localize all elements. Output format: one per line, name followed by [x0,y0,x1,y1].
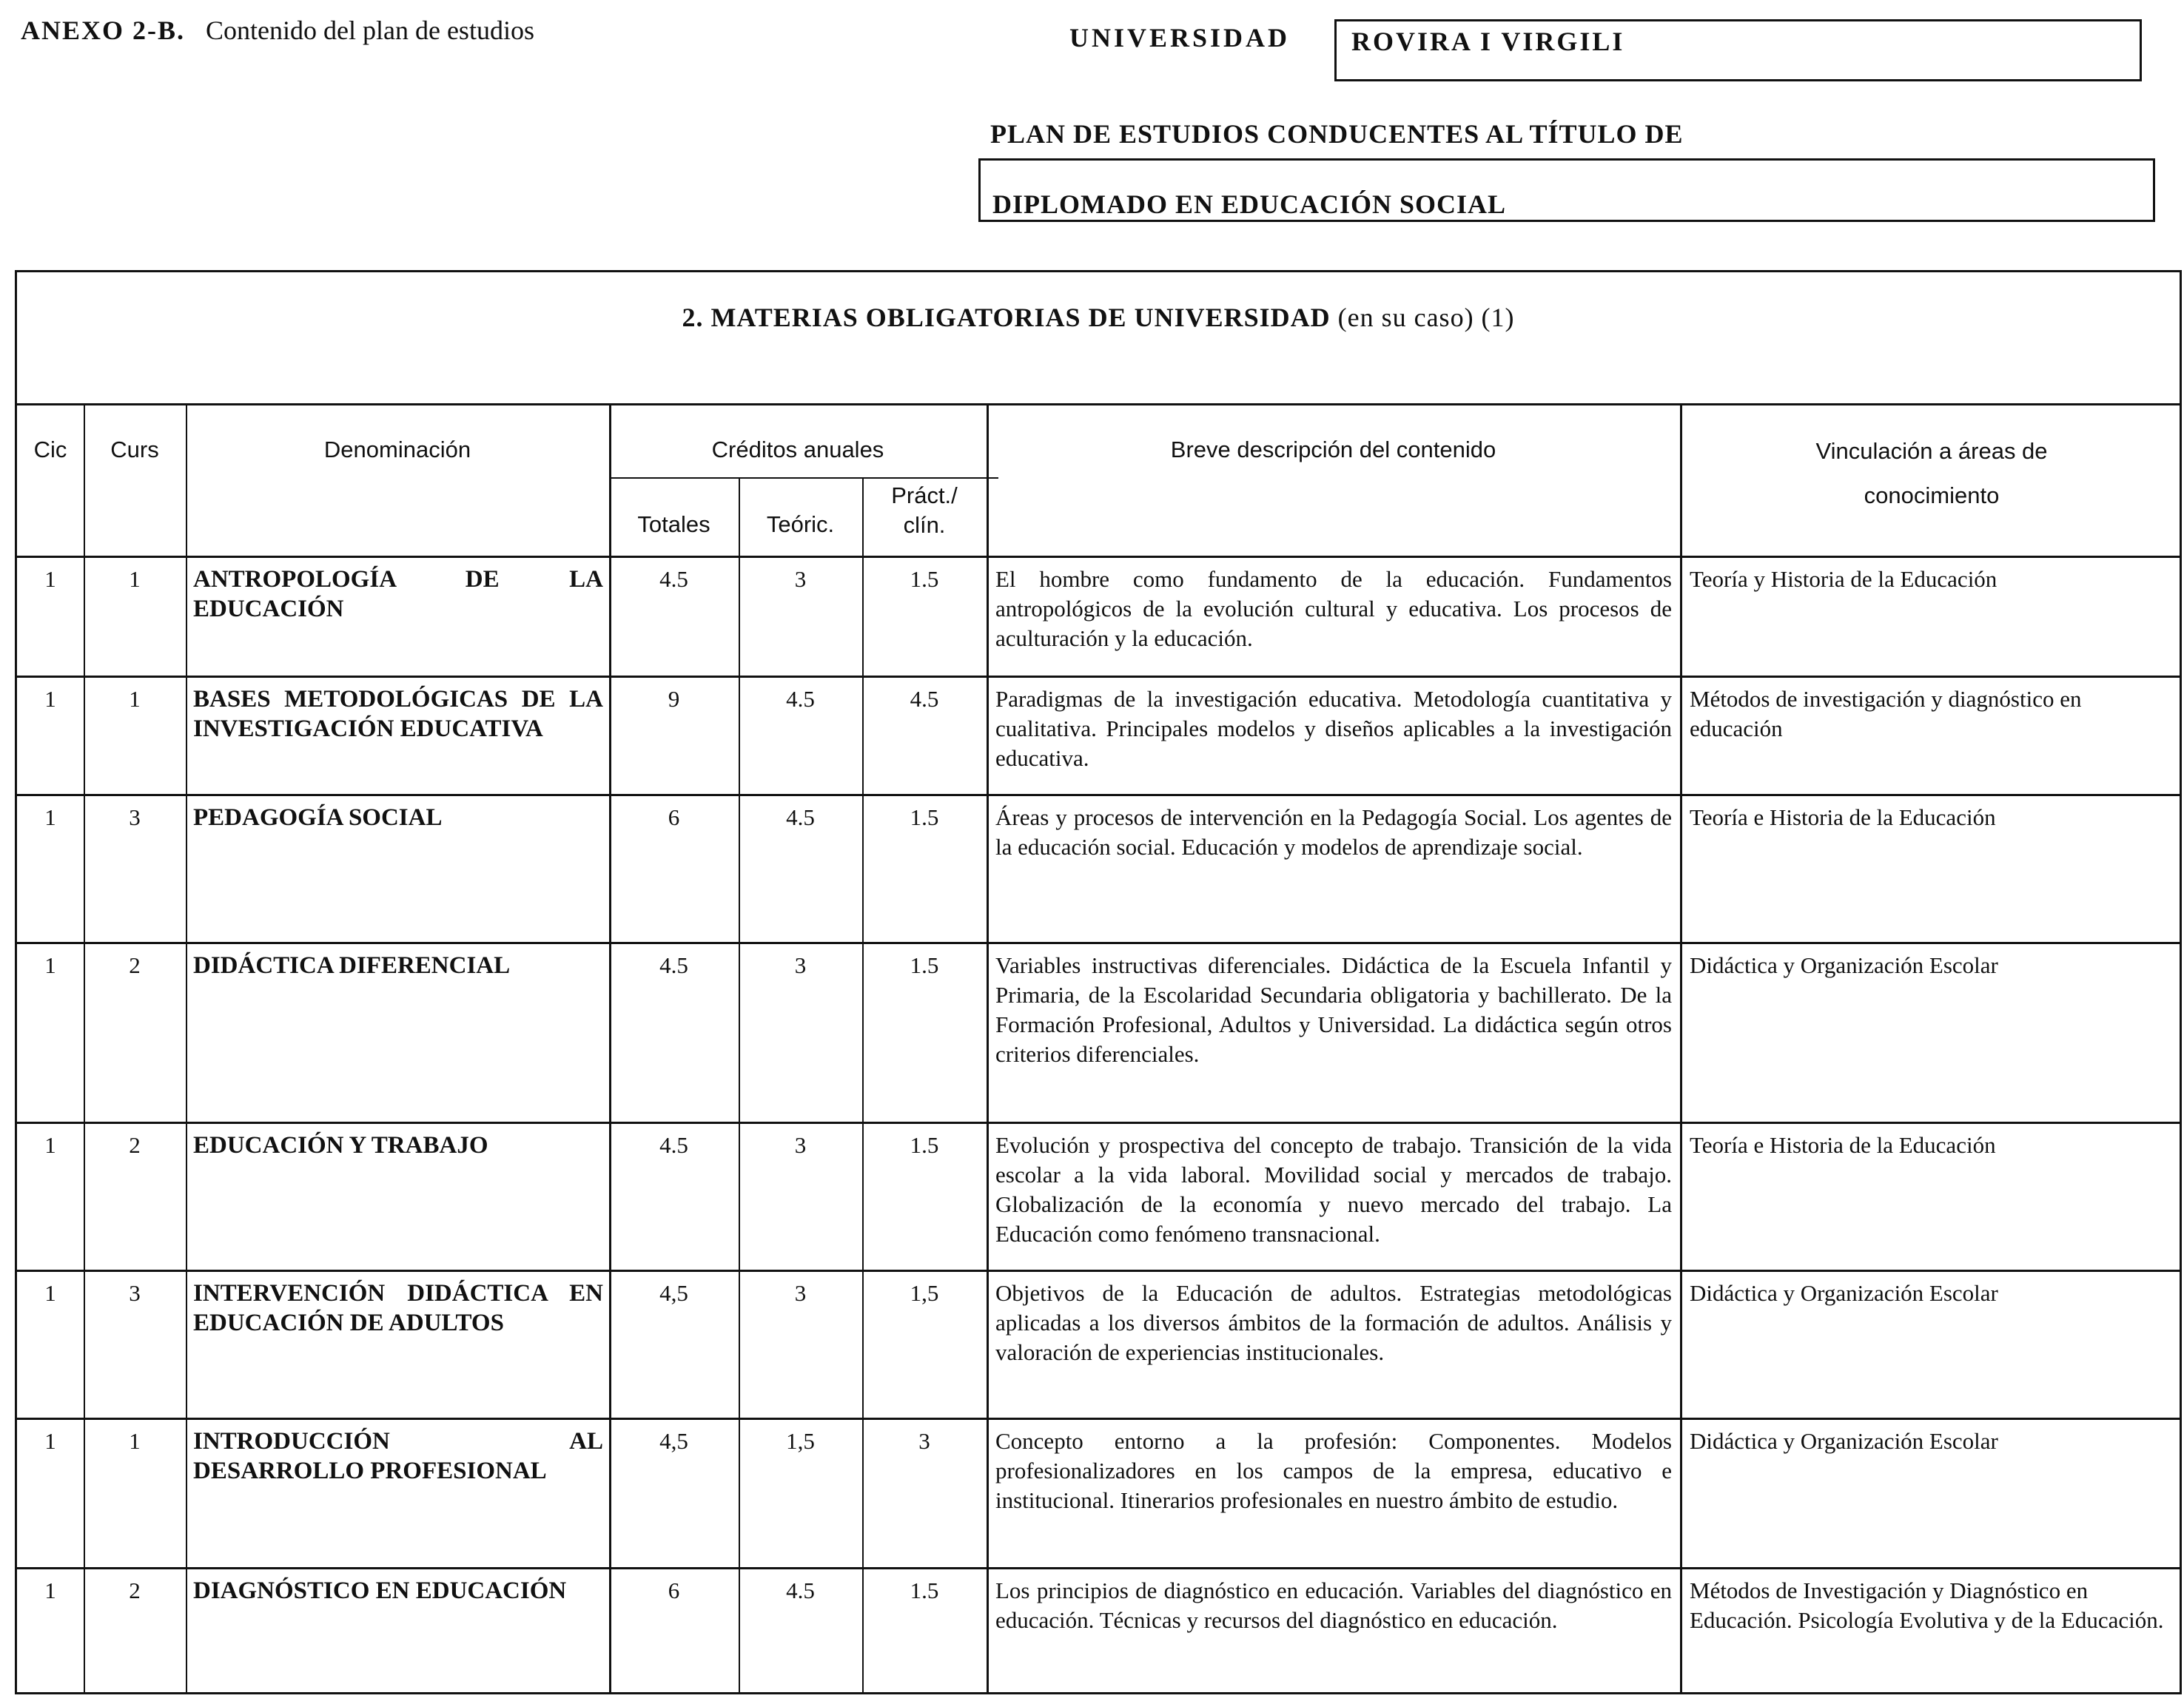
cell-name: INTERVENCIÓN DIDÁCTICA EN EDUCACIÓN DE ADULTOS [193,1280,603,1336]
cell-name: DIAGNÓSTICO EN EDUCACIÓN [193,1577,567,1604]
col-header-vinc-1: Vinculación a áreas de [1815,438,2048,464]
cell-area: Didáctica y Organización Escolar [1690,1428,1998,1454]
cell-totales: 4,5 [659,1428,688,1454]
row-rule [17,1270,2180,1272]
col-sep [186,403,187,1692]
cell-desc: Variables instructivas diferenciales. Didáctica de la Escuela Infantil y Primaria, de la Escolaridad Secundaria obligatoria y bachillerato. De la Formación Profesional, Adultos y Universidad. La didáctica según otros criterios diferenciales. [995,952,1672,1067]
col-sep [862,477,864,1692]
col-sep [739,477,740,1692]
col-header-pract-1: Práct./ [891,482,958,508]
degree-name: DIPLOMADO EN EDUCACIÓN SOCIAL [992,189,1507,219]
cell-cic: 1 [44,686,56,712]
col-header-denominacion: Denominación [323,437,471,462]
cell-pract: 1,5 [910,1280,939,1306]
cell-teoric: 4.5 [786,686,815,712]
col-header-practicas [862,481,987,540]
cell-cic: 1 [44,1132,56,1158]
col-header-creditos: Créditos anuales [711,437,884,462]
plan-title: PLAN DE ESTUDIOS CONDUCENTES AL TÍTULO DE [990,119,1684,149]
cell-curs: 1 [129,686,141,712]
col-header-curs: Curs [110,437,159,462]
col-header-vinculacion [1680,429,2183,518]
cell-name: BASES METODOLÓGICAS DE LA INVESTIGACIÓN EDUCATIVA [193,686,603,742]
subjects-table [15,270,2182,1694]
cell-teoric: 3 [794,566,807,592]
cell-desc: Paradigmas de la investigación educativa. Metodología cuantitativa y cualitativa. Principales modelos y diseños aplicables a la investigación educativa. [995,686,1672,771]
cell-name: DIDÁCTICA DIFERENCIAL [193,952,511,979]
cell-teoric: 4.5 [786,1577,815,1603]
cell-area: Teoría y Historia de la Educación [1690,566,1997,592]
cell-area: Métodos de Investigación y Diagnóstico en Educación. Psicología Evolutiva y de la Educación. [1690,1577,2164,1633]
cell-totales: 4.5 [659,566,688,592]
cell-teoric: 3 [794,952,807,978]
cell-name: INTRODUCCIÓN AL DESARROLLO PROFESIONAL [193,1428,603,1484]
degree-box [978,158,2155,222]
cell-desc: Los principios de diagnóstico en educación. Variables del diagnóstico en educación. Técnicas y recursos del diagnóstico en educación. [995,1577,1672,1633]
cell-pract: 3 [918,1428,930,1454]
cell-desc: Concepto entorno a la profesión: Componentes. Modelos profesionalizadores en los campos de la empresa, educativo e institucional. Itinerarios profesionales en nuestro ámbito de estudio. [995,1428,1672,1513]
cell-totales: 4.5 [659,1132,688,1158]
cell-totales: 4.5 [659,952,688,978]
row-rule [17,942,2180,944]
header-bottom-rule [17,556,2180,558]
cell-teoric: 1,5 [786,1428,815,1454]
cell-desc: Objetivos de la Educación de adultos. Estrategias metodológicas aplicadas a los diversos ámbitos de la formación de adultos. Análisis y valoración de experiencias institucionales. [995,1280,1672,1365]
cell-desc: Áreas y procesos de intervención en la Pedagogía Social. Los agentes de la educación social. Educación y modelos de aprendizaje social. [995,804,1672,860]
cell-curs: 1 [129,566,141,592]
cell-area: Didáctica y Organización Escolar [1690,952,1998,978]
cell-curs: 2 [129,952,141,978]
cell-name: EDUCACIÓN Y TRABAJO [193,1132,488,1159]
section-title [17,302,2180,333]
col-header-vinc-2: conocimiento [1864,482,2000,508]
col-sep [1680,403,1682,1692]
row-rule [17,676,2180,678]
cell-pract: 4.5 [910,686,939,712]
university-label: UNIVERSIDAD [1069,23,1291,53]
cell-pract: 1.5 [910,804,939,830]
col-header-pract-2: clín. [903,512,946,538]
cell-cic: 1 [44,566,56,592]
cell-curs: 3 [129,1280,141,1306]
row-rule [17,1418,2180,1420]
cell-cic: 1 [44,1280,56,1306]
cell-pract: 1.5 [910,952,939,978]
cell-pract: 1.5 [910,1577,939,1603]
cell-cic: 1 [44,952,56,978]
cell-teoric: 3 [794,1280,807,1306]
col-sep [84,403,85,1692]
cell-curs: 2 [129,1577,141,1603]
annex-label: ANEXO 2-B. [21,16,186,45]
cell-totales: 6 [668,804,680,830]
cell-curs: 3 [129,804,141,830]
cell-area: Teoría e Historia de la Educación [1690,804,1996,830]
cell-desc: El hombre como fundamento de la educación. Fundamentos antropológicos de la evolución cultural y educativa. Los procesos de aculturación y la educación. [995,566,1672,651]
col-sep [609,403,611,1692]
col-header-descripcion: Breve descripción del contenido [1170,437,1496,462]
cell-pract: 1.5 [910,566,939,592]
row-rule [17,1567,2180,1569]
cell-curs: 1 [129,1428,141,1454]
cell-desc: Evolución y prospectiva del concepto de trabajo. Transición de la vida escolar a la vida laboral. Movilidad social y mercados de trabajo. Globalización de la economía y nuevo mercado del trabajo. La Educación como fenómeno transnacional. [995,1132,1672,1247]
credits-sub-rule [609,477,998,479]
row-rule [17,1122,2180,1124]
cell-area: Didáctica y Organización Escolar [1690,1280,1998,1306]
cell-area: Métodos de investigación y diagnóstico en educación [1690,686,2082,741]
col-sep [987,403,989,1692]
col-header-cic: Cic [33,437,67,462]
col-header-totales: Totales [637,511,710,537]
cell-totales: 4,5 [659,1280,688,1306]
row-rule [17,794,2180,796]
col-header-teoric: Teóric. [766,511,835,537]
section-subtitle: (en su caso) (1) [1337,303,1515,332]
cell-name: ANTROPOLOGÍA DE LA EDUCACIÓN [193,566,603,622]
annex-header [21,15,534,46]
cell-teoric: 3 [794,1132,807,1158]
cell-totales: 9 [668,686,680,712]
cell-cic: 1 [44,1577,56,1603]
cell-name: PEDAGOGÍA SOCIAL [193,804,443,831]
cell-pract: 1.5 [910,1132,939,1158]
section-title-text: 2. MATERIAS OBLIGATORIAS DE UNIVERSIDAD [682,303,1331,332]
cell-cic: 1 [44,1428,56,1454]
cell-curs: 2 [129,1132,141,1158]
annex-title: Contenido del plan de estudios [206,16,534,45]
cell-cic: 1 [44,804,56,830]
cell-teoric: 4.5 [786,804,815,830]
header-top-rule [17,403,2180,405]
cell-area: Teoría e Historia de la Educación [1690,1132,1996,1158]
university-name: ROVIRA I VIRGILI [1351,27,1625,56]
university-box [1334,19,2142,81]
cell-totales: 6 [668,1577,680,1603]
